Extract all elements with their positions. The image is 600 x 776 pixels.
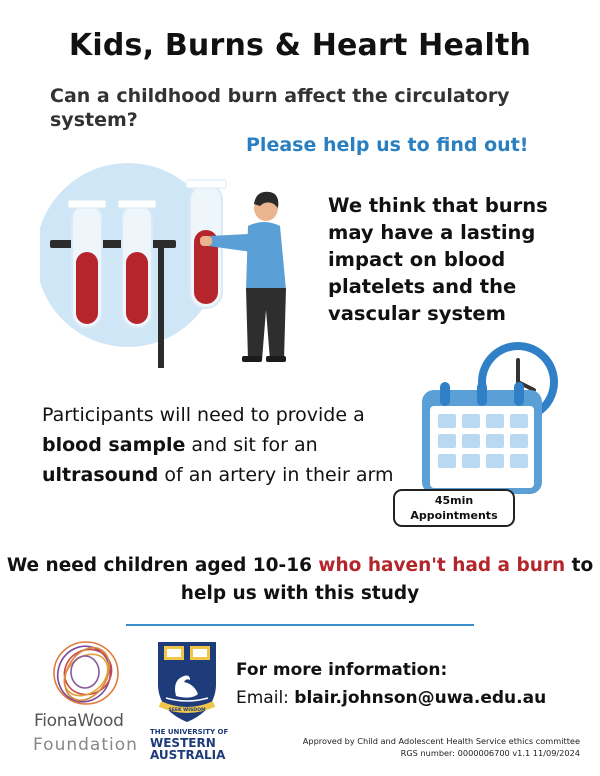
- calendar-clock-icon: [400, 340, 570, 500]
- call-to-action: Please help us to find out!: [246, 134, 529, 156]
- recruitment-statement: We need children aged 10-16 who haven't had a burn to help us with this study: [6, 555, 594, 604]
- blood-tubes-illustration: [40, 160, 300, 370]
- subtitle: Can a childhood burn affect the circulatory system?: [50, 85, 510, 131]
- email-address[interactable]: blair.johnson@uwa.edu.au: [294, 688, 547, 708]
- hypothesis-text: We think that burns may have a lasting impact on blood platelets and the vascular system: [328, 194, 548, 325]
- uwa-motto: SEEK WISDOM: [168, 708, 206, 713]
- page-title: Kids, Burns & Heart Health: [68, 28, 532, 63]
- fiona-wood-foundation: Foundation: [33, 735, 138, 755]
- participation-requirements: Participants will need to provide a blood sample and sit for an ultrasound of an artery in their arm: [42, 404, 394, 486]
- divider: [126, 624, 474, 626]
- badge-label: Appointments: [410, 509, 498, 522]
- badge-duration: 45min: [434, 494, 474, 507]
- fiona-wood-name: FionaWood: [34, 711, 124, 731]
- uwa-crest-logo: [156, 640, 218, 724]
- contact-heading: For more information:: [236, 660, 448, 680]
- appointment-duration-badge: [393, 489, 515, 527]
- fiona-wood-logo: [46, 636, 126, 710]
- uwa-name: THE UNIVERSITY OF WESTERN AUSTRALIA: [150, 728, 229, 762]
- contact-email: Email: blair.johnson@uwa.edu.au: [236, 688, 547, 708]
- ethics-approval: Approved by Child and Adolescent Health Service ethics committee RGS number: 0000006700 v1.1 11/09/2024: [302, 736, 580, 758]
